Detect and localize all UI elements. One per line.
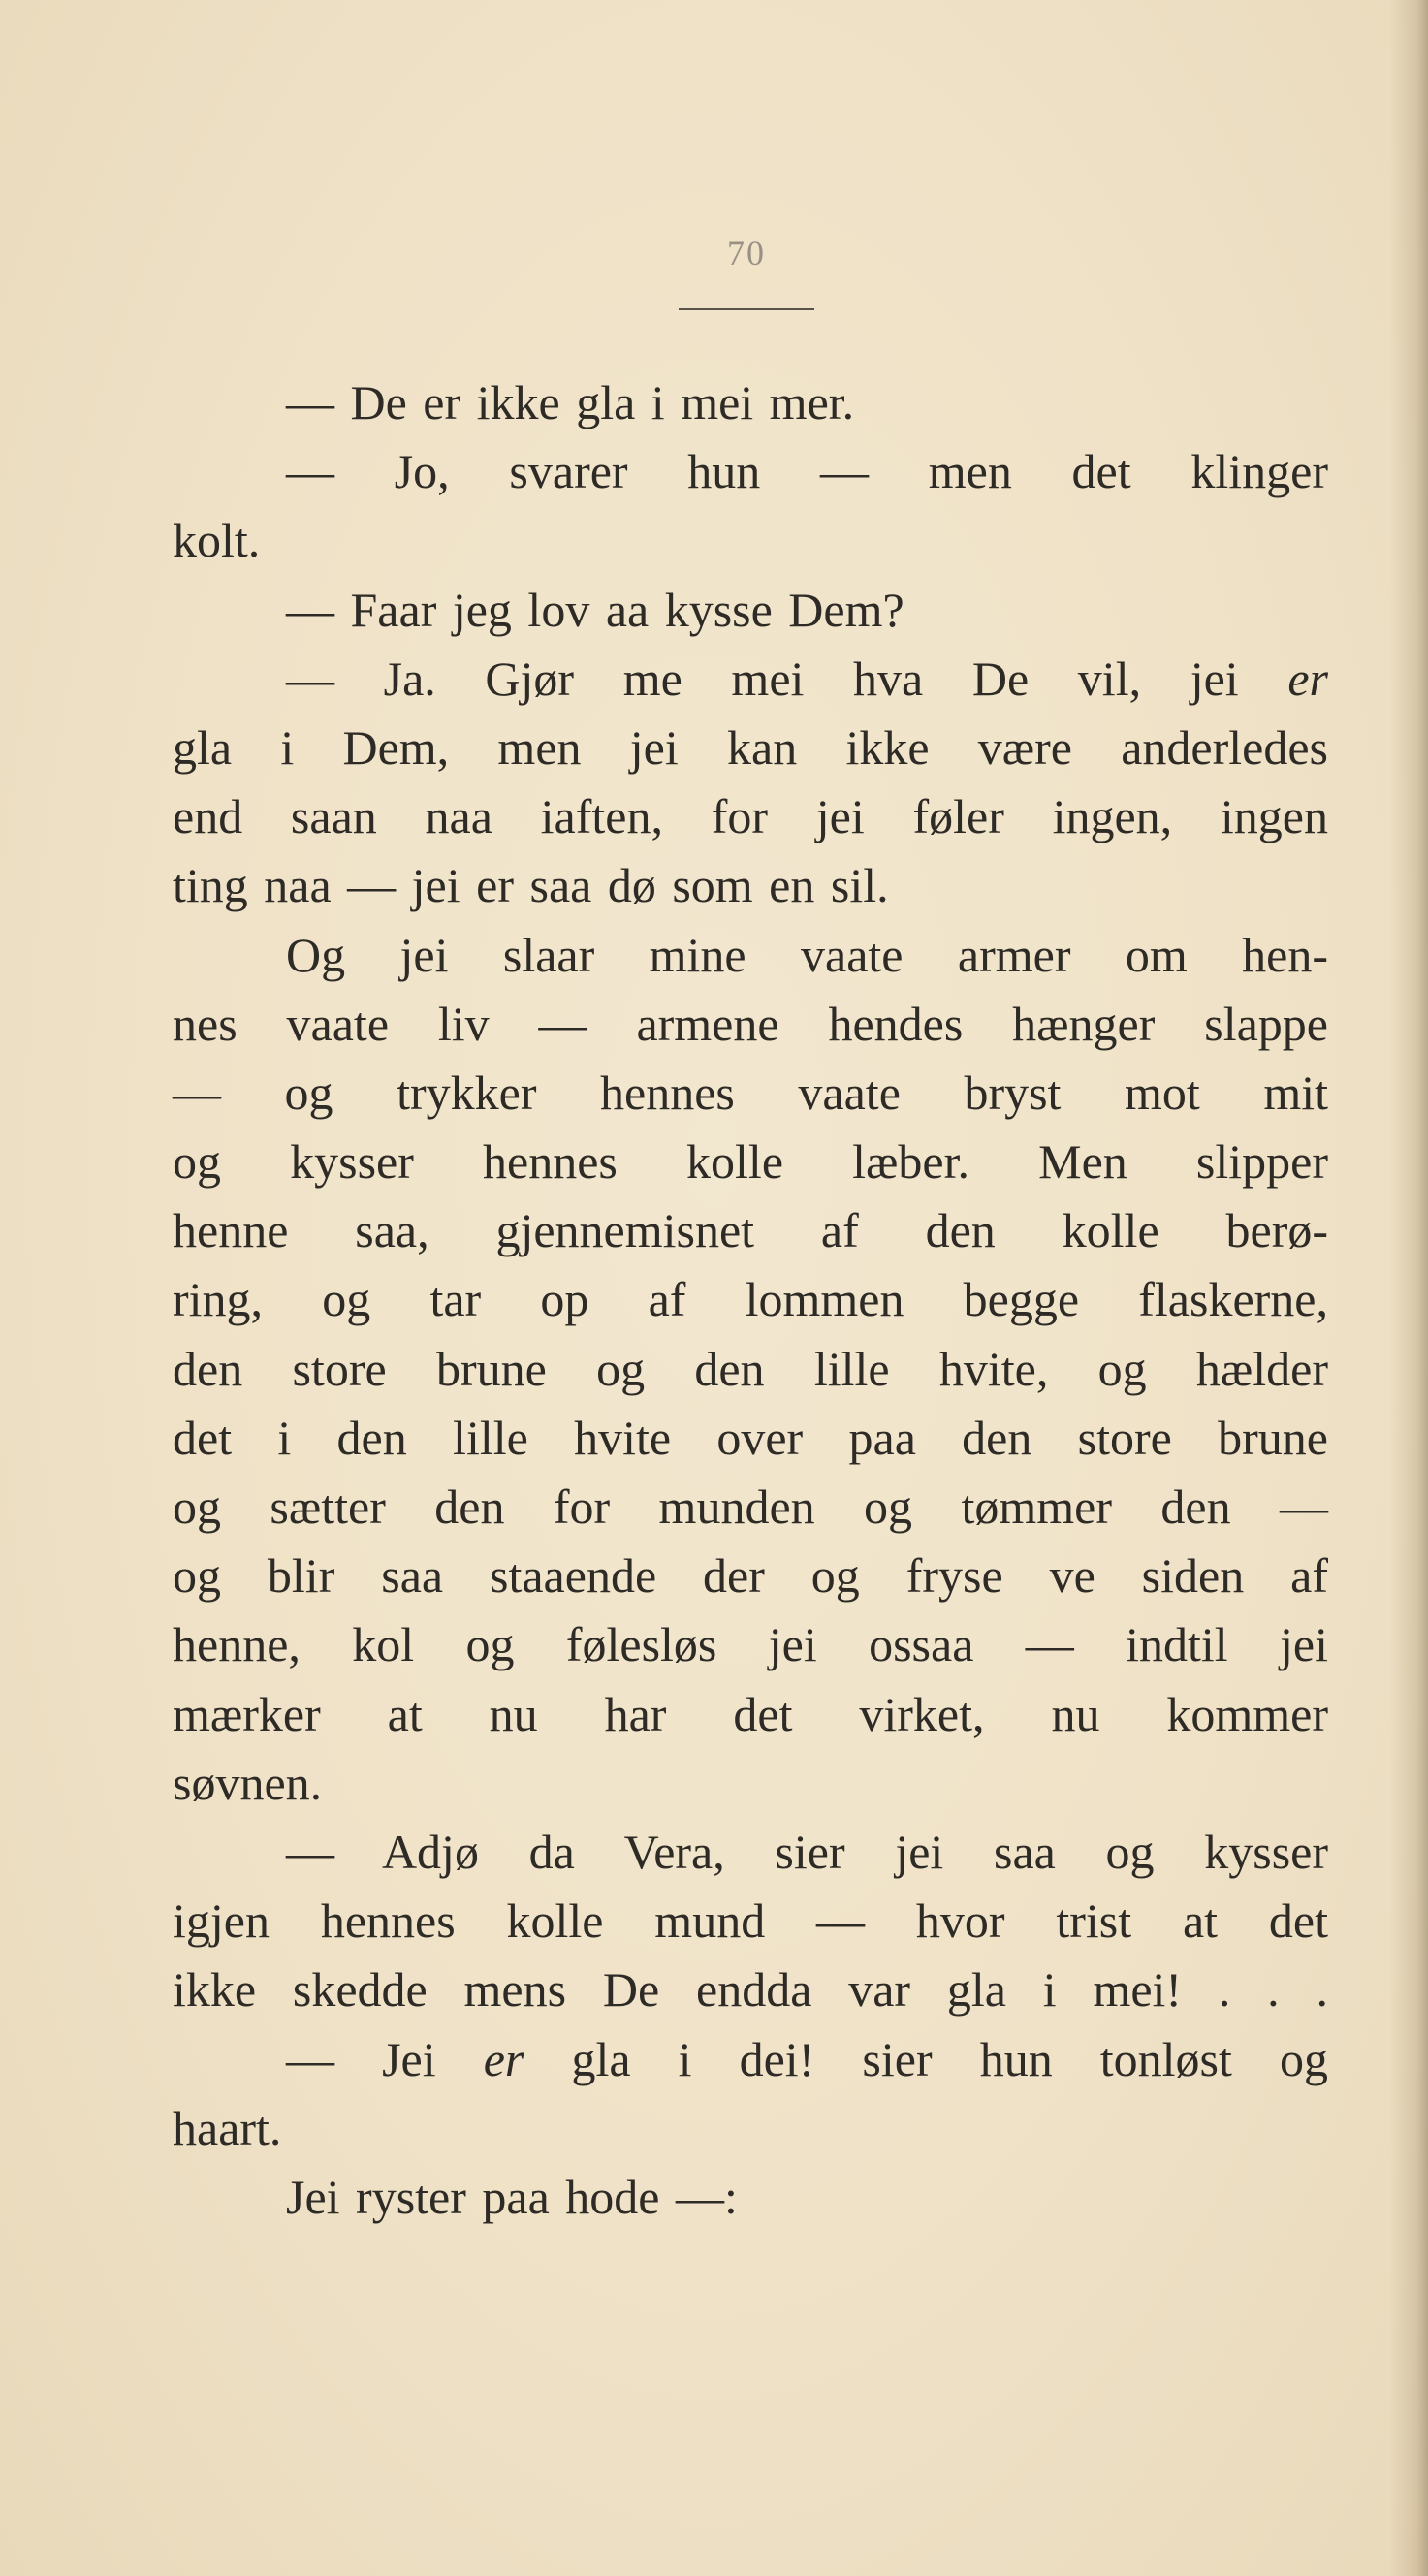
emphasis-text: er xyxy=(1287,651,1328,706)
text-line: ring, og tar op af lommen begge flaskerne, xyxy=(173,1272,1328,1327)
text-line: henne saa, gjennemisnet af den kolle berø- xyxy=(173,1203,1328,1258)
text-line: — Adjø da Vera, sier jei saa og kysser xyxy=(286,1824,1328,1879)
text-segment: — Ja. Gjør me mei hva De vil, jei xyxy=(286,651,1288,706)
body-text xyxy=(173,368,1328,2232)
text-line: og kysser hennes kolle læber. Men slipper xyxy=(173,1134,1328,1190)
emphasis-text: er xyxy=(483,2031,524,2086)
text-line: nes vaate liv — armene hendes hænger slappe xyxy=(173,996,1328,1051)
text-line: søvnen. xyxy=(173,1755,323,1810)
text-line: Jei ryster paa hode —: xyxy=(286,2169,738,2224)
text-line: kolt. xyxy=(173,513,261,568)
text-segment: — Jei xyxy=(286,2031,484,2086)
text-line: haart. xyxy=(173,2100,282,2155)
text-line: — og trykker hennes vaate bryst mot mit xyxy=(173,1065,1328,1120)
text-line: Og jei slaar mine vaate armer om hen- xyxy=(286,927,1328,982)
text-line: ting naa — jei er saa dø som en sil. xyxy=(173,858,889,913)
text-line: igjen hennes kolle mund — hvor trist at det xyxy=(173,1893,1328,1949)
text-line xyxy=(173,2025,1328,2094)
text-line: og blir saa staaende der og fryse ve siden af xyxy=(173,1548,1328,1604)
text-line: ikke skedde mens De endda var gla i mei! . . . xyxy=(173,1962,1328,2018)
text-line: det i den lille hvite over paa den store brune xyxy=(173,1410,1328,1465)
page-number: 70 xyxy=(727,234,766,272)
text-segment: gla i dei! sier hun tonløst og xyxy=(524,2031,1328,2086)
page-edge-shadow xyxy=(1389,0,1428,2576)
header-rule xyxy=(679,308,814,310)
text-line: — De er ikke gla i mei mer. xyxy=(286,375,855,429)
text-line: end saan naa iaften, for jei føler ingen, ingen xyxy=(173,789,1328,844)
text-line: gla i Dem, men jei kan ikke være anderledes xyxy=(173,719,1328,775)
text-line: den store brune og den lille hvite, og hælder xyxy=(173,1341,1328,1396)
text-line: — Jo, svarer hun — men det klinger xyxy=(286,444,1328,499)
text-line xyxy=(173,645,1328,714)
text-line: mærker at nu har det virket, nu kommer xyxy=(173,1686,1328,1741)
text-line: henne, kol og følesløs jei ossaa — indtil jei xyxy=(173,1617,1328,1672)
text-line: og sætter den for munden og tømmer den — xyxy=(173,1479,1328,1534)
text-line: — Faar jeg lov aa kysse Dem? xyxy=(286,582,904,637)
